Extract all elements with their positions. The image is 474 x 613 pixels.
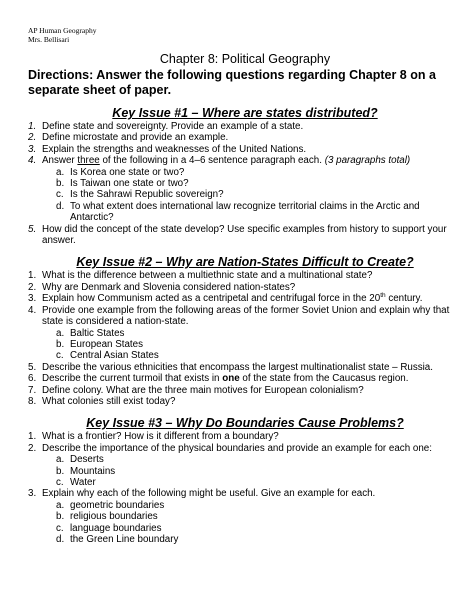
sub-letter: a. [56, 327, 65, 339]
sub-question-text: Is Korea one state or two? [70, 166, 185, 178]
key-issue-1-questions [28, 121, 462, 246]
sub-letter: b. [56, 338, 65, 350]
sub-question-text: the Green Line boundary [70, 534, 179, 545]
question-number: 1. [28, 431, 37, 443]
sub-question [28, 189, 462, 200]
question-text-underlined: three [77, 155, 100, 167]
sub-question-text: language boundaries [70, 522, 162, 534]
key-issue-2-questions [28, 270, 462, 407]
sub-question [28, 500, 462, 511]
key-issue-3-questions [28, 431, 462, 545]
question [28, 282, 462, 293]
sub-question [28, 523, 462, 534]
question-text: What is the difference between a multiethnic state and a multinational state? [42, 270, 373, 282]
question [28, 293, 462, 304]
sub-question-text: Central Asian States [70, 350, 159, 362]
key-issue-1-heading: Key Issue #1 – Where are states distributed? [112, 106, 378, 120]
sub-question-text: Is Taiwan one state or two? [70, 178, 189, 190]
key-issue-2-heading: Key Issue #2 – Why are Nation-States Difficult to Create? [76, 255, 414, 270]
question [28, 373, 462, 384]
sub-letter: c. [56, 189, 64, 201]
sub-question [28, 201, 462, 224]
question [28, 144, 462, 155]
question [28, 443, 462, 454]
question-number: 1. [28, 270, 37, 282]
question-number: 8. [28, 395, 37, 407]
sub-question [28, 167, 462, 178]
question-text: Explain the strengths and weaknesses of the United Nations. [42, 143, 307, 155]
teacher-name: Mrs. Bellisari [28, 35, 70, 44]
page-title: Chapter 8: Political Geography [159, 52, 331, 66]
question-text: Define state and sovereignty. Provide an example of a state. [42, 121, 304, 132]
question-text: Answer [42, 155, 78, 167]
question [28, 121, 462, 132]
question-text: century. [385, 293, 423, 305]
question-note: (3 paragraphs total) [324, 155, 411, 167]
sub-question [28, 339, 462, 350]
question-number: 7. [28, 384, 37, 396]
sub-question [28, 466, 462, 477]
sub-letter: a. [56, 499, 65, 511]
question [28, 488, 462, 499]
question-number: 2. [28, 132, 37, 144]
sub-question-text: Deserts [70, 454, 104, 466]
sub-letter: c. [56, 522, 64, 534]
sub-question [28, 178, 462, 189]
sub-question-text: European States [70, 338, 143, 350]
sub-letter: d. [56, 534, 65, 545]
question-text: Define colony. What are the three main motives for European colonialism? [42, 384, 364, 396]
question-number: 2. [28, 281, 37, 293]
key-issue-3-heading: Key Issue #3 – Why Do Boundaries Cause Problems? [86, 416, 404, 431]
sub-question-text: To what extent does international law recognize territorial claims in the Arctic and Antarctic? [70, 200, 420, 224]
sub-letter: b. [56, 511, 65, 523]
question-number: 3. [28, 488, 37, 500]
sub-letter: c. [56, 350, 64, 362]
question [28, 431, 462, 442]
question-text: Describe the various ethnicities that encompass the largest multinationalist state – Russia. [42, 361, 433, 373]
sub-question-text: Baltic States [70, 327, 125, 339]
sub-letter: a. [56, 166, 65, 178]
question-text: Explain how Communism acted as a centripetal and centrifugal force in the 20 [42, 293, 381, 305]
question-text-bold: one [222, 373, 240, 385]
question-number: 1. [28, 121, 37, 132]
question-text: How did the concept of the state develop? Use specific examples from history to support your answer. [42, 223, 447, 247]
question-text: of the following in a 4–6 sentence paragraph each. [99, 155, 325, 167]
question [28, 155, 462, 166]
question-number: 4. [28, 155, 37, 167]
sub-question [28, 328, 462, 339]
question-text: of the state from the Caucasus region. [239, 373, 409, 385]
sub-question-text: religious boundaries [70, 511, 158, 523]
question-text: Explain why each of the following might be useful. Give an example for each. [42, 488, 376, 500]
question-text: Provide one example from the following areas of the former Soviet Union and explain why that state is considered a nation-state. [42, 304, 450, 328]
question-number: 5. [28, 361, 37, 373]
question [28, 224, 462, 247]
question [28, 270, 462, 281]
sub-letter: d. [56, 200, 65, 212]
sub-question-text: Mountains [70, 465, 116, 477]
question [28, 305, 462, 328]
question-text: Define microstate and provide an example. [42, 132, 229, 144]
question-number: 5. [28, 223, 37, 235]
sub-question-text: geometric boundaries [70, 499, 165, 511]
sub-question [28, 511, 462, 522]
question-number: 4. [28, 304, 37, 316]
question-text: Describe the current turmoil that exists in [42, 373, 223, 385]
question-number: 3. [28, 143, 37, 155]
question [28, 362, 462, 373]
question-text: Why are Denmark and Slovenia considered nation-states? [42, 281, 296, 293]
sub-question [28, 350, 462, 361]
question-text: What is a frontier? How is it different from a boundary? [42, 431, 279, 443]
question-number: 3. [28, 293, 37, 305]
course-name: AP Human Geography [28, 26, 97, 35]
sub-question [28, 477, 462, 488]
sub-letter: b. [56, 178, 65, 190]
sub-letter: a. [56, 454, 65, 466]
sub-question-text: Water [70, 476, 96, 488]
sub-letter: b. [56, 465, 65, 477]
question-text: Describe the importance of the physical boundaries and provide an example for each one: [42, 442, 432, 454]
question [28, 132, 462, 143]
question [28, 396, 462, 407]
sub-question [28, 534, 462, 545]
superscript: th [380, 292, 386, 300]
question [28, 385, 462, 396]
sub-letter: c. [56, 476, 64, 488]
sub-question [28, 454, 462, 465]
question-text: What colonies still exist today? [42, 395, 176, 407]
sub-question-text: Is the Sahrawi Republic sovereign? [70, 189, 224, 201]
directions: Directions: Answer the following questions regarding Chapter 8 on a separate sheet of paper. [28, 68, 436, 97]
question-number: 6. [28, 373, 37, 385]
question-number: 2. [28, 442, 37, 454]
